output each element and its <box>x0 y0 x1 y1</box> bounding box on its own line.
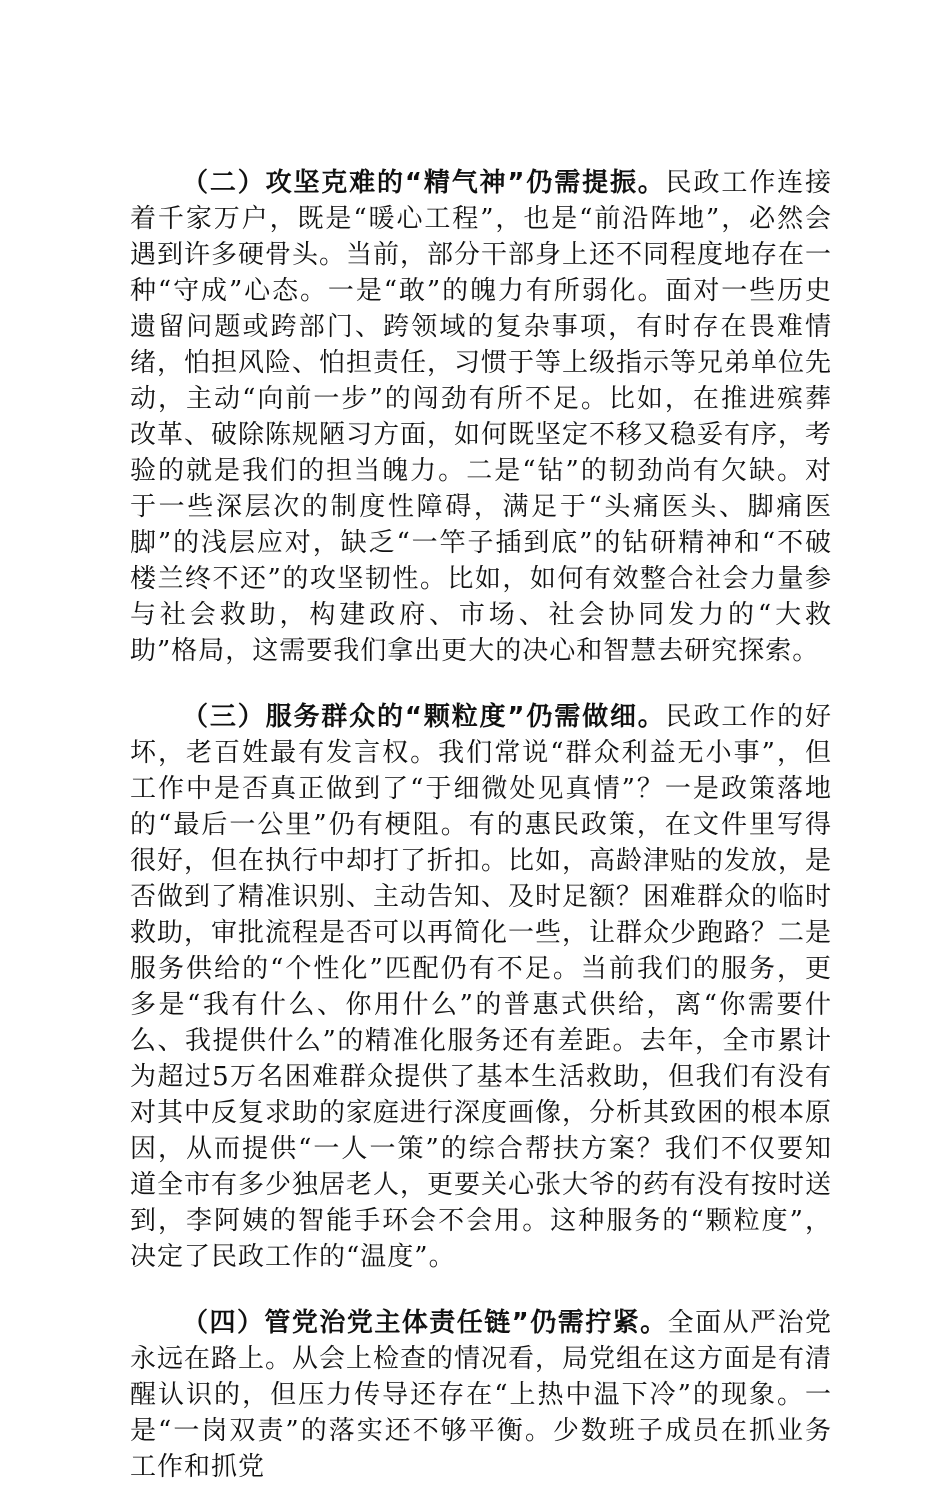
section-heading-4: （四）管党治党主体责任链”仍需拧紧。 <box>182 1308 668 1338</box>
document-page <box>130 165 832 1485</box>
section-body-2: 民政工作连接着千家万户，既是“暖心工程”，也是“前沿阵地”，必然会遇到许多硬骨头。当前，部分干部身上还不同程度地存在一种“守成”心态。一是“敢”的魄力有所弱化。面对一些历史遗留问题或跨部门、跨领域的复杂事项，有时存在畏难情绪，怕担风险、怕担责任，习惯于等上级指示等兄弟单位先动，主动“向前一步”的闯劲有所不足。比如，在推进殡葬改革、破除陈规陋习方面，如何既坚定不移又稳妥有序，考验的就是我们的担当魄力。二是“钻”的韧劲尚有欠缺。对于一些深层次的制度性障碍，满足于“头痛医头、脚痛医脚”的浅层应对，缺乏“一竿子插到底”的钻研精神和“不破楼兰终不还”的攻坚韧性。比如，如何有效整合社会力量参与社会救助，构建政府、市场、社会协同发力的“大救助”格局，这需要我们拿出更大的决心和智慧去研究探索。 <box>130 168 833 666</box>
paragraph-section-4 <box>130 1305 832 1485</box>
section-heading-3: （三）服务群众的“颗粒度”仍需做细。 <box>182 702 666 732</box>
paragraph-section-2 <box>130 165 832 669</box>
section-body-4: 全面从严治党永远在路上。从会上检查的情况看，局党组在这方面是有清醒认识的，但压力传导还存在“上热中温下冷”的现象。一是“一岗双责”的落实还不够平衡。少数班子成员在抓业务工作和抓党 <box>130 1308 833 1482</box>
section-heading-2: （二）攻坚克难的“精气神”仍需提振。 <box>182 168 666 198</box>
section-body-3: 民政工作的好坏，老百姓最有发言权。我们常说“群众利益无小事”，但工作中是否真正做到了“于细微处见真情”？一是政策落地的“最后一公里”仍有梗阻。有的惠民政策，在文件里写得很好，但在执行中却打了折扣。比如，高龄津贴的发放，是否做到了精准识别、主动告知、及时足额？困难群众的临时救助，审批流程是否可以再简化一些，让群众少跑路？二是服务供给的“个性化”匹配仍有不足。当前我们的服务，更多是“我有什么、你用什么”的普惠式供给，离“你需要什么、我提供什么”的精准化服务还有差距。去年，全市累计为超过5万名困难群众提供了基本生活救助，但我们有没有对其中反复求助的家庭进行深度画像，分析其致困的根本原因，从而提供“一人一策”的综合帮扶方案？我们不仅要知道全市有多少独居老人，更要关心张大爷的药有没有按时送到，李阿姨的智能手环会不会用。这种服务的“颗粒度”，决定了民政工作的“温度”。 <box>130 702 833 1272</box>
paragraph-section-3 <box>130 699 832 1275</box>
